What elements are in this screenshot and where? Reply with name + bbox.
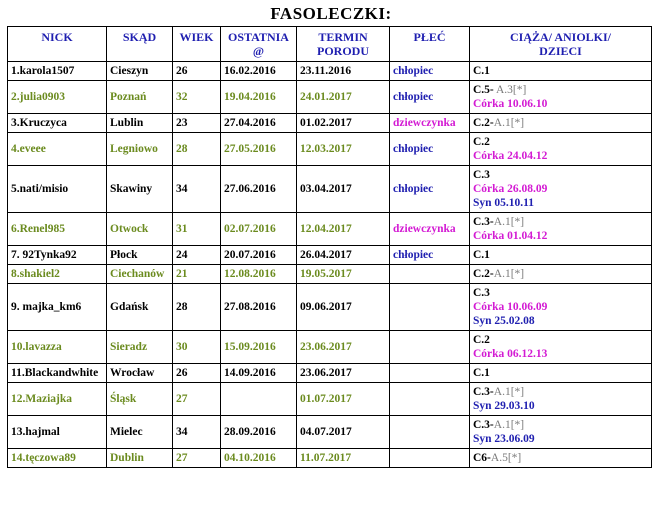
child-entry: Córka 01.04.12 [473,230,548,242]
cell-termin: 23.06.2017 [297,331,390,364]
column-header-termin: TERMIN PORODU [297,27,390,62]
cell-wiek: 24 [173,246,221,265]
child-entry: Syn 05.10.11 [473,197,535,209]
cell-ciaza [470,364,652,383]
cell-ciaza [470,81,652,114]
cell-ciaza [470,133,652,166]
cell-sklad: Śląsk [107,383,173,416]
cell-sklad: Płock [107,246,173,265]
table-row [8,246,652,265]
cell-sklad: Poznań [107,81,173,114]
cell-nick: 11.Blackandwhite [8,364,107,383]
child-entry: Córka 24.04.12 [473,150,548,162]
cell-sklad: Lublin [107,114,173,133]
cell-ciaza [470,246,652,265]
cell-termin: 23.11.2016 [297,62,390,81]
ciaza-count: C.1 [473,249,490,261]
cell-termin: 23.06.2017 [297,364,390,383]
cell-ciaza [470,265,652,284]
cell-plec: chłopiec [390,81,470,114]
cell-ostatnia: 14.09.2016 [221,364,297,383]
cell-wiek: 27 [173,449,221,468]
cell-nick: 13.hajmal [8,416,107,449]
child-entry: Córka 26.08.09 [473,183,548,195]
cell-plec: chłopiec [390,62,470,81]
cell-plec [390,416,470,449]
ciaza-count: C.3- [473,216,494,228]
ciaza-count: C.1 [473,65,490,77]
cell-ostatnia: 04.10.2016 [221,449,297,468]
cell-sklad: Gdańsk [107,284,173,331]
child-entry: Syn 23.06.09 [473,433,535,445]
cell-plec: chłopiec [390,133,470,166]
cell-nick: 2.julia0903 [8,81,107,114]
cell-sklad: Legniowo [107,133,173,166]
cell-ciaza [470,166,652,213]
child-entry: Córka 10.06.10 [473,98,548,110]
cell-ciaza [470,114,652,133]
cell-ciaza [470,213,652,246]
cell-plec: dziewczynka [390,114,470,133]
cell-plec [390,364,470,383]
cell-plec: dziewczynka [390,213,470,246]
cell-nick: 4.eveee [8,133,107,166]
ciaza-count: C.2- [473,117,494,129]
cell-sklad: Mielec [107,416,173,449]
cell-plec: chłopiec [390,246,470,265]
cell-ostatnia: 02.07.2016 [221,213,297,246]
cell-ciaza [470,383,652,416]
table-row [8,213,652,246]
table-row [8,265,652,284]
cell-termin: 24.01.2017 [297,81,390,114]
cell-termin: 26.04.2017 [297,246,390,265]
cell-termin: 19.05.2017 [297,265,390,284]
cell-plec [390,449,470,468]
cell-termin: 09.06.2017 [297,284,390,331]
header-row [8,27,652,62]
ciaza-count: C.2- [473,268,494,280]
table-row [8,331,652,364]
aniolki-count: A.1[*] [493,117,525,129]
table-row [8,364,652,383]
cell-sklad: Cieszyn [107,62,173,81]
ciaza-count: C.2 [473,136,490,148]
cell-ostatnia [221,383,297,416]
cell-sklad: Ciechanów [107,265,173,284]
cell-wiek: 21 [173,265,221,284]
column-header-sklad: SKĄD [107,27,173,62]
cell-plec [390,331,470,364]
cell-plec [390,284,470,331]
cell-ostatnia: 27.04.2016 [221,114,297,133]
cell-wiek: 28 [173,284,221,331]
cell-wiek: 26 [173,62,221,81]
aniolki-count: A.1[*] [493,216,525,228]
fasoleczki-table [7,26,652,468]
cell-wiek: 34 [173,416,221,449]
table-row [8,81,652,114]
cell-wiek: 30 [173,331,221,364]
cell-termin: 03.04.2017 [297,166,390,213]
cell-sklad: Otwock [107,213,173,246]
cell-wiek: 31 [173,213,221,246]
child-entry: Syn 25.02.08 [473,315,535,327]
cell-ostatnia: 12.08.2016 [221,265,297,284]
table-row [8,133,652,166]
child-entry: Córka 10.06.09 [473,301,548,313]
cell-nick: 8.shakiel2 [8,265,107,284]
cell-sklad: Wrocław [107,364,173,383]
cell-sklad: Sieradz [107,331,173,364]
column-header-plec: PŁEĆ [390,27,470,62]
column-header-ostatnia: OSTATNIA @ [221,27,297,62]
aniolki-count: A.3[*] [493,84,527,96]
cell-termin: 01.02.2017 [297,114,390,133]
column-header-nick: NICK [8,27,107,62]
ciaza-count: C.3 [473,169,490,181]
cell-ostatnia: 15.09.2016 [221,331,297,364]
cell-ciaza [470,284,652,331]
cell-ostatnia: 27.05.2016 [221,133,297,166]
cell-nick: 6.Renel985 [8,213,107,246]
cell-ciaza [470,62,652,81]
column-header-ciaza: CIĄŻA/ ANIOLKI/ DZIECI [470,27,652,62]
cell-ostatnia: 28.09.2016 [221,416,297,449]
cell-nick: 1.karola1507 [8,62,107,81]
aniolki-count: A.1[*] [493,386,525,398]
ciaza-count: C.3- [473,386,494,398]
table-row [8,166,652,213]
cell-nick: 7. 92Tynka92 [8,246,107,265]
ciaza-count: C.3 [473,287,490,299]
cell-ostatnia: 19.04.2016 [221,81,297,114]
cell-plec [390,265,470,284]
cell-ostatnia: 16.02.2016 [221,62,297,81]
cell-termin: 04.07.2017 [297,416,390,449]
cell-ostatnia: 20.07.2016 [221,246,297,265]
table-row [8,284,652,331]
cell-plec [390,383,470,416]
cell-plec: chłopiec [390,166,470,213]
cell-nick: 9. majka_km6 [8,284,107,331]
table-row [8,449,652,468]
table-row [8,416,652,449]
cell-nick: 3.Kruczyca [8,114,107,133]
cell-wiek: 27 [173,383,221,416]
cell-ciaza [470,416,652,449]
ciaza-count: C.5- [473,84,494,96]
table-row [8,383,652,416]
cell-nick: 14.tęczowa89 [8,449,107,468]
cell-wiek: 28 [173,133,221,166]
cell-wiek: 26 [173,364,221,383]
cell-termin: 01.07.2017 [297,383,390,416]
cell-termin: 11.07.2017 [297,449,390,468]
child-entry: Córka 06.12.13 [473,348,548,360]
ciaza-count: C6- [473,452,491,464]
ciaza-count: C.2 [473,334,490,346]
ciaza-count: C.1 [473,367,490,379]
page-title: FASOLECZKI: [270,4,392,23]
cell-nick: 12.Maziajka [8,383,107,416]
aniolki-count: A.1[*] [493,268,525,280]
cell-sklad: Dublin [107,449,173,468]
cell-wiek: 34 [173,166,221,213]
cell-termin: 12.03.2017 [297,133,390,166]
cell-termin: 12.04.2017 [297,213,390,246]
cell-wiek: 23 [173,114,221,133]
cell-wiek: 32 [173,81,221,114]
column-header-wiek: WIEK [173,27,221,62]
table-row [8,62,652,81]
cell-ostatnia: 27.06.2016 [221,166,297,213]
child-entry: Syn 29.03.10 [473,400,535,412]
cell-ostatnia: 27.08.2016 [221,284,297,331]
aniolki-count: A.1[*] [493,419,525,431]
aniolki-count: A.5[*] [490,452,522,464]
table-row [8,114,652,133]
ciaza-count: C.3- [473,419,494,431]
cell-sklad: Skawiny [107,166,173,213]
cell-nick: 10.lavazza [8,331,107,364]
cell-nick: 5.nati/misio [8,166,107,213]
cell-ciaza [470,449,652,468]
cell-ciaza [470,331,652,364]
